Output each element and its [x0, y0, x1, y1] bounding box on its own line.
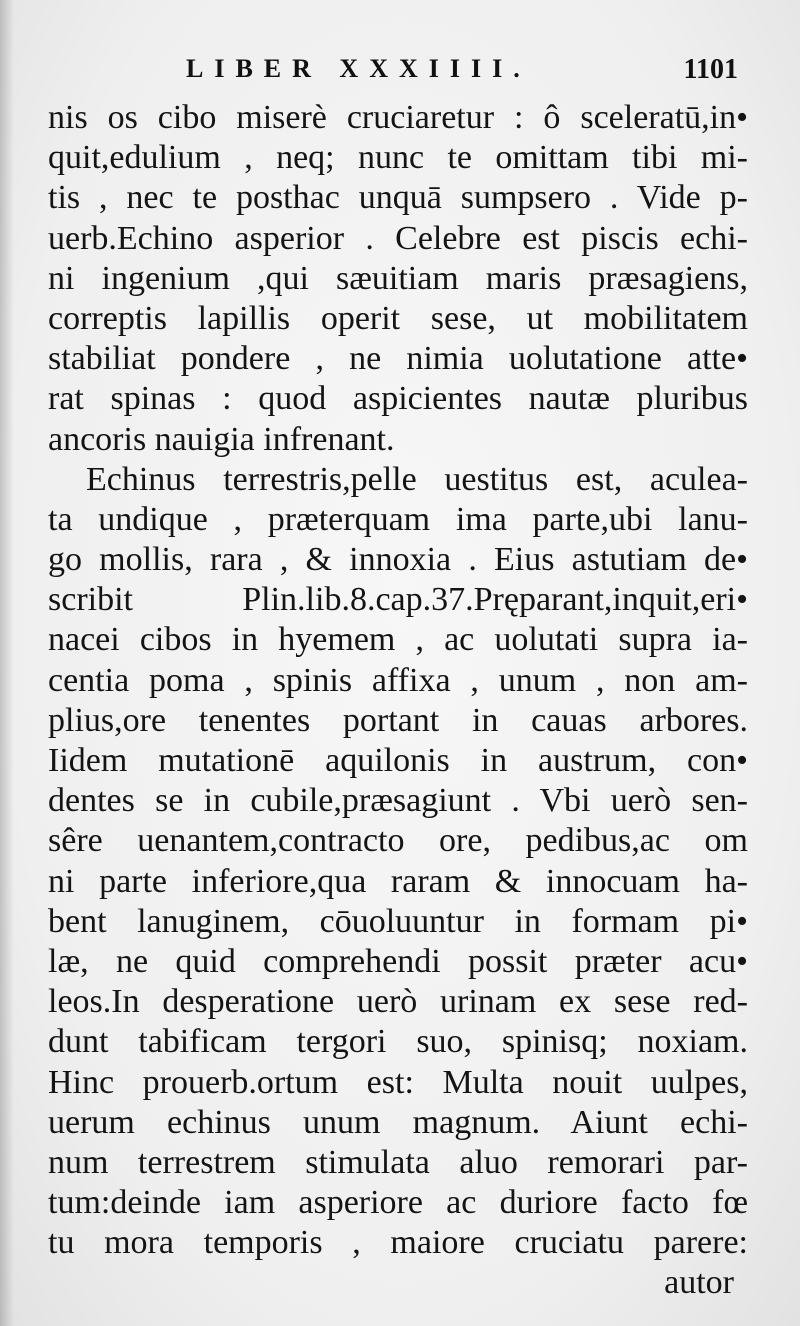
- text-line: ta undique , præterquam ima parte,ubi lanu-: [48, 500, 748, 538]
- text-line: scribit Plin.lib.8.cap.37.Pręparant,inquit,eri•: [48, 581, 748, 619]
- text-line: uerum echinus unum magnum. Aiunt echi-: [48, 1103, 748, 1141]
- text-line: leos.In desperatione uerò urinam ex sese red-: [48, 983, 748, 1021]
- catchword: autor: [664, 1264, 734, 1302]
- text-line: ancoris nauigia infrenant.: [48, 420, 395, 458]
- text-line: nacei cibos in hyemem , ac uolutati supra ia-: [48, 621, 748, 659]
- page-gutter-shadow: [0, 0, 14, 1326]
- text-line: centia poma , spinis affixa , unum , non am-: [48, 661, 748, 699]
- text-line: rat spinas : quod aspicientes nautæ pluribus: [48, 380, 748, 418]
- text-line: dentes se in cubile,præsagiunt . Vbi uerò sen-: [48, 782, 748, 820]
- running-head: [0, 54, 800, 94]
- text-line: stabiliat pondere , ne nimia uolutatione atte•: [48, 340, 748, 378]
- text-line: plius,ore tenentes portant in cauas arbores.: [48, 701, 748, 739]
- running-title: LIBER XXXIIII.: [186, 54, 531, 83]
- text-line: tis , nec te posthac unquā sumpsero . Vide p-: [48, 179, 748, 217]
- text-line: tu mora temporis , maiore cruciatu parere:: [48, 1224, 748, 1262]
- text-line: ni ingenium ,qui sæuitiam maris præsagiens,: [48, 259, 748, 297]
- page-number: 1101: [683, 54, 738, 85]
- text-line: læ, ne quid comprehendi possit præter acu•: [48, 942, 748, 980]
- text-line: Iidem mutationē aquilonis in austrum, con•: [48, 742, 748, 779]
- text-line: num terrestrem stimulata aluo remorari par-: [48, 1143, 748, 1181]
- paragraph-start-line: Echinus terrestris,pelle uestitus est, aculea-: [86, 460, 748, 498]
- text-line: ni parte inferiore,qua raram & innocuam ha-: [48, 862, 748, 900]
- text-line: tum:deinde iam asperiore ac duriore facto fœ: [48, 1184, 748, 1222]
- text-line: Hinc prouerb.ortum est: Multa nouit uulpes,: [48, 1063, 748, 1101]
- text-line: uerb.Echino asperior . Celebre est piscis echi-: [48, 219, 748, 257]
- text-line: bent lanuginem, cōuoluuntur in formam pi•: [48, 902, 748, 940]
- text-line: dunt tabificam tergori suo, spinisq; noxiam.: [48, 1023, 748, 1061]
- text-line: sêre uenantem,contracto ore, pedibus,ac om: [48, 822, 748, 860]
- body-text: [48, 98, 748, 1304]
- text-line: go mollis, rara , & innoxia . Eius astutiam de•: [48, 541, 748, 579]
- text-line: nis os cibo miserè cruciaretur : ô sceleratū,in•: [48, 99, 748, 136]
- text-line: correptis lapillis operit sese, ut mobilitatem: [48, 299, 748, 337]
- text-line: quit,edulium , neq; nunc te omittam tibi mi-: [48, 139, 748, 177]
